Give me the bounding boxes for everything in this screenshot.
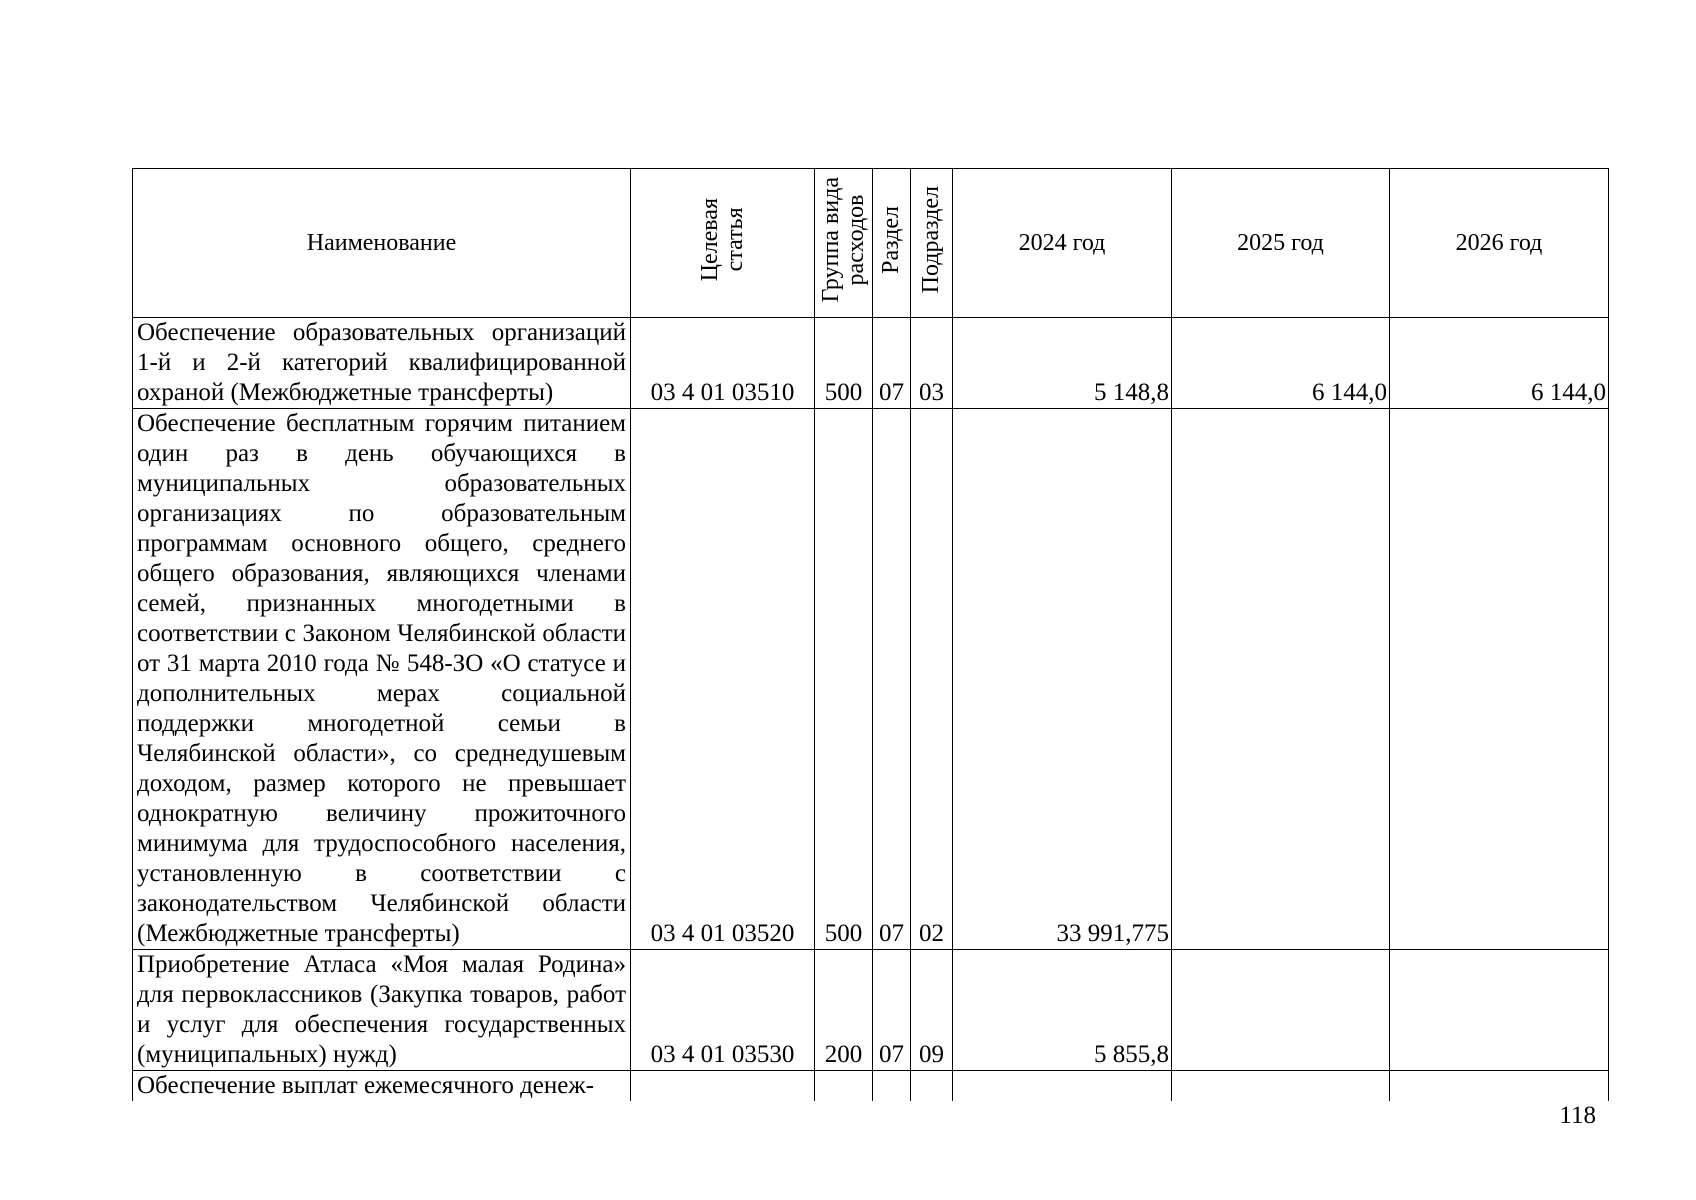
budget-table-frame — [132, 168, 1608, 1099]
row-name: Приобретение Атласа «Моя малая Родина» для первоклассников (Закупка товаров, работ и услуг для обеспечения государственных (муниципальных) нужд) — [133, 950, 631, 1071]
row-subsection: 09 — [911, 950, 953, 1071]
row-amount-2024: 33 991,775 — [953, 409, 1172, 950]
header-2024: 2024 год — [953, 169, 1172, 318]
row-amount-2026: 6 144,0 — [1390, 318, 1609, 409]
row-target-article: 03 4 01 03530 — [631, 950, 815, 1071]
header-name: Наименование — [133, 169, 631, 318]
row-amount-2026 — [1390, 409, 1609, 950]
row-target-article: 03 4 01 03520 — [631, 409, 815, 950]
table-row — [133, 950, 1609, 1071]
header-expense-group: Группа вида расходов — [815, 169, 873, 318]
table-row — [133, 409, 1609, 950]
row-amount-2024: 5 148,8 — [953, 318, 1172, 409]
row-section — [873, 1071, 911, 1102]
table-row — [133, 318, 1609, 409]
header-2026: 2026 год — [1390, 169, 1609, 318]
row-expense-group: 500 — [815, 409, 873, 950]
row-amount-2026 — [1390, 1071, 1609, 1102]
row-amount-2026 — [1390, 950, 1609, 1071]
row-subsection: 02 — [911, 409, 953, 950]
row-target-article — [631, 1071, 815, 1102]
row-amount-2025 — [1172, 409, 1390, 950]
row-name: Обеспечение выплат ежемесячного денеж- — [133, 1071, 631, 1102]
table-header-row — [133, 169, 1609, 318]
row-section: 07 — [873, 409, 911, 950]
page-number: 118 — [1559, 1102, 1596, 1129]
row-amount-2025 — [1172, 1071, 1390, 1102]
row-section: 07 — [873, 318, 911, 409]
row-target-article: 03 4 01 03510 — [631, 318, 815, 409]
row-subsection — [911, 1071, 953, 1102]
budget-table — [132, 168, 1609, 1101]
header-2025: 2025 год — [1172, 169, 1390, 318]
row-amount-2024: 5 855,8 — [953, 950, 1172, 1071]
row-expense-group: 200 — [815, 950, 873, 1071]
row-name: Обеспечение образовательных организаций 1-й и 2-й категорий квалифицированной охраной (Межбюджетные трансферты) — [133, 318, 631, 409]
row-amount-2025 — [1172, 950, 1390, 1071]
row-subsection: 03 — [911, 318, 953, 409]
row-expense-group — [815, 1071, 873, 1102]
row-expense-group: 500 — [815, 318, 873, 409]
row-name: Обеспечение бесплатным горячим питанием один раз в день обучающихся в муниципальных образовательных организациях по образовательным программам основного общего, среднего общего образования, являющихся членами семей, признанных многодетными в соответствии с Законом Челябинской области от 31 марта 2010 года № 548-ЗО «О статусе и дополнительных мерах социальной поддержки многодетной семьи в Челябинской области», со среднедушевым доходом, размер которого не превышает однократную величину прожиточного минимума для трудоспособного населения, установленную в соответствии с законодательством Челябинской области (Межбюджетные трансферты) — [133, 409, 631, 950]
row-amount-2025: 6 144,0 — [1172, 318, 1390, 409]
row-amount-2024 — [953, 1071, 1172, 1102]
table-row — [133, 1071, 1609, 1102]
row-section: 07 — [873, 950, 911, 1071]
header-target-article: Целевая статья — [631, 169, 815, 318]
header-subsection: Подраздел — [911, 169, 953, 318]
header-section: Раздел — [873, 169, 911, 318]
